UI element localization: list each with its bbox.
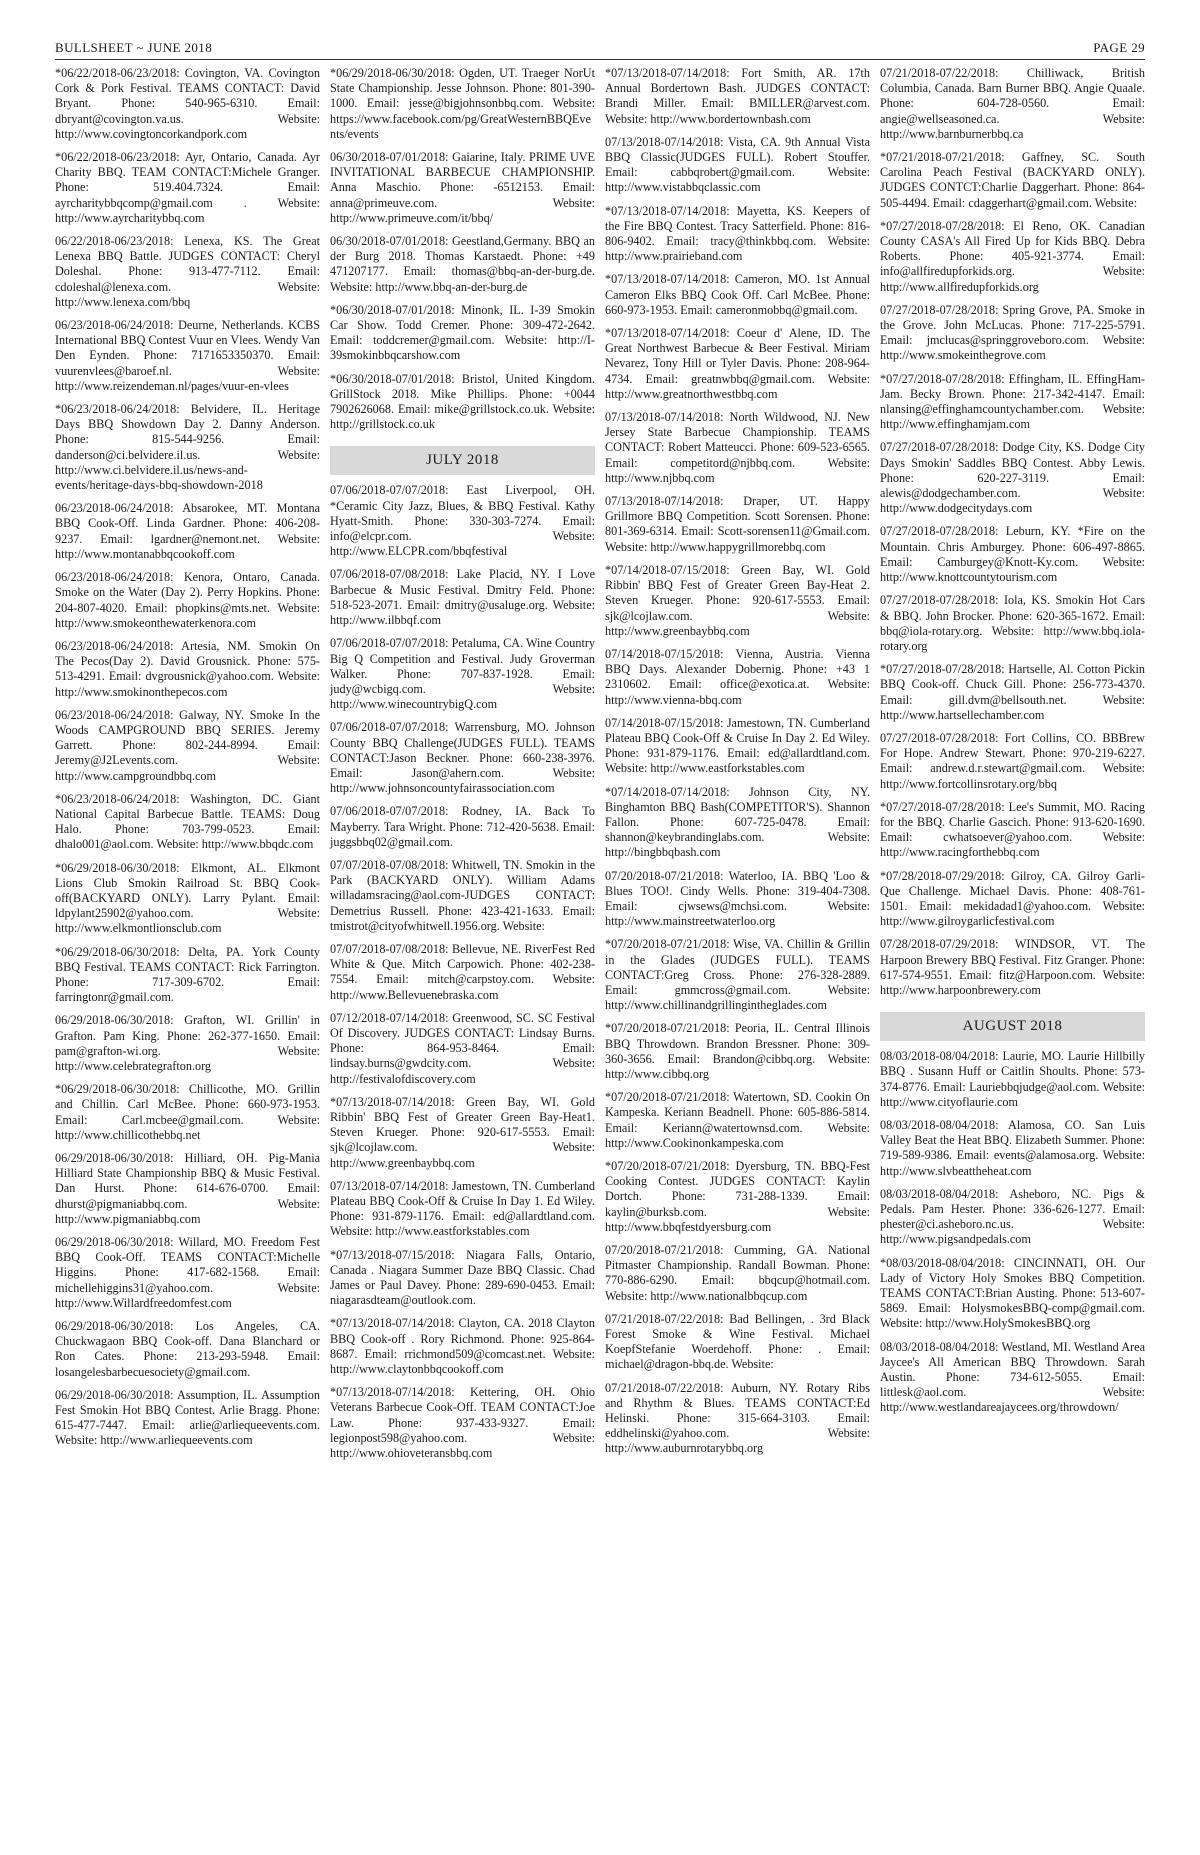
- event-listing: *06/29/2018-06/30/2018: Chillicothe, MO. Grillin and Chillin. Carl McBee. Phone: 660-973-1953. Email: Carl.mcbee@gmail.com. Website: http://www.chillicothebbq.net: [55, 1082, 320, 1142]
- event-listing: 06/23/2018-06/24/2018: Artesia, NM. Smokin On The Pecos(Day 2). David Grousnick. Phone: 575-513-4291. Email: dvgrousnick@yahoo.com. Website: http://www.smokinonthepecos.com: [55, 638, 320, 699]
- event-listing: *07/13/2018-07/14/2018: Clayton, CA. 2018 Clayton BBQ Cook-off . Rory Richmond. Phone: 925-864-8687. Email: rrichmond509@comcast.net. Website: http://www.claytonbbqcookoff.com: [330, 1316, 595, 1377]
- event-listing: *07/28/2018-07/29/2018: Gilroy, CA. Gilroy Garli-Que Challenge. Michael Davis. Phone: 408-761-1501. Email: mekidadad1@yahoo.com. Website: http://www.gilroygarlicfestival.com: [880, 868, 1145, 929]
- event-listing: *07/13/2018-07/15/2018: Niagara Falls, Ontario, Canada . Niagara Summer Daze BBQ Classic. Chad James or Paul Davey. Phone: 289-690-0453. Email: niagarasdteam@outlook.com.: [330, 1247, 595, 1308]
- event-listing: 06/23/2018-06/24/2018: Deurne, Netherlands. KCBS International BBQ Contest Vuur en Vlees. Wendy Van Den Eynden. Phone: 7171653350370. Email: vuurenvlees@baroef.nl. Website: http://www.reizendeman.nl/pages/vuur-en-vlees: [55, 318, 320, 393]
- event-listing: *06/29/2018-06/30/2018: Delta, PA. York County BBQ Festival. TEAMS CONTACT: Rick Farrington. Phone: 717-309-6702. Email: farringtonr@gmail.com.: [55, 944, 320, 1005]
- event-listing: 07/14/2018-07/15/2018: Jamestown, TN. Cumberland Plateau BBQ Cook-Off & Cruise In Day 2. Ed Wiley. Phone: 931-879-1176. Email: ed@allardtland.com. Website: http://www.eastforkstables.com: [605, 715, 870, 776]
- event-listing: *06/22/2018-06/23/2018: Ayr, Ontario, Canada. Ayr Charity BBQ. TEAM CONTACT:Michele Granger. Phone: 519.404.7324. Email: ayrcharitybbqcomp@gmail.com . Website: http://www.ayrcharitybbq.com: [55, 150, 320, 225]
- event-listing: 06/29/2018-06/30/2018: Los Angeles, CA. Chuckwagaon BBQ Cook-off. Dana Blanchard or Ron Cates. Phone: 213-293-5948. Email: losangelesbarbecuesociety@gmail.com.: [55, 1319, 320, 1379]
- month-heading: AUGUST 2018: [880, 1012, 1145, 1041]
- column-3: [605, 66, 870, 1469]
- event-listing: 06/29/2018-06/30/2018: Assumption, IL. Assumption Fest Smokin Hot BBQ Contest. Arlie Bragg. Phone: 615-477-7447. Email: arlie@arliequeevents.com. Website: http://www.arliequeevents.com: [55, 1387, 320, 1448]
- event-listing: 07/07/2018-07/08/2018: Bellevue, NE. RiverFest Red White & Que. Mitch Carpowich. Phone: 402-238-7554. Email: mitch@carpstoy.com. Website: http://www.Bellevuenebraska.com: [330, 941, 595, 1002]
- month-heading: JULY 2018: [330, 446, 595, 475]
- event-listing: 06/23/2018-06/24/2018: Kenora, Ontaro, Canada. Smoke on the Water (Day 2). Perry Hopkins. Phone: 204-807-4020. Email: phopkins@mts.net. Website: http://www.smokeonthewaterkenora.com: [55, 570, 320, 630]
- event-listing: 07/06/2018-07/07/2018: East Liverpool, OH. *Ceramic City Jazz, Blues, & BBQ Festival. Kathy Hyatt-Smith. Phone: 330-303-7274. Email: info@elcpr.com. Website: http://www.ELCPR.com/bbqfestival: [330, 483, 595, 559]
- event-listing: *07/13/2018-07/14/2018: Green Bay, WI. Gold Ribbin' BBQ Fest of Greater Green Bay-Heat1. Steven Krueger. Phone: 920-617-5553. Email: sjk@lcojlaw.com. Website: http://www.greenbaybbq.com: [330, 1094, 595, 1170]
- event-listing: 07/12/2018-07/14/2018: Greenwood, SC. SC Festival Of Discovery. JUDGES CONTACT: Lindsay Burns. Phone: 864-953-8464. Email: lindsay.burns@gwdcity.com. Website: http://festivalofdiscovery.com: [330, 1010, 595, 1086]
- event-listing: 07/28/2018-07/29/2018: WINDSOR, VT. The Harpoon Brewery BBQ Festival. Fitz Granger. Phone: 617-574-9551. Email: fitz@Harpoon.com. Website: http://www.harpoonbrewery.com: [880, 937, 1145, 997]
- event-listing: 06/30/2018-07/01/2018: Geestland,Germany. BBQ an der Burg 2018. Thomas Karstaedt. Phone: +49 471207177. Email: thomas@bbq-an-der-burg.de. Website: http://www.bbq-an-der-burg.de: [330, 234, 595, 294]
- event-listing: *07/14/2018-07/14/2018: Johnson City, NY. Binghamton BBQ Bash(COMPETITOR'S). Shannon Fallon. Phone: 607-725-0478. Email: shannon@keybrandinglabs.com. Website: http://bingbbqbash.com: [605, 784, 870, 860]
- event-listing: *07/20/2018-07/21/2018: Peoria, IL. Central Illinois BBQ Throwdown. Brandon Bressner. Phone: 309-360-3656. Email: Brandon@cibbq.org. Website: http://www.cibbq.org: [605, 1021, 870, 1081]
- event-listing: 07/27/2018-07/28/2018: Iola, KS. Smokin Hot Cars & BBQ. John Brocker. Phone: 620-365-1672. Email: bbq@iola-rotary.org. Website: http://www.bbq.iola-rotary.org: [880, 593, 1145, 653]
- event-listing: 07/06/2018-07/07/2018: Rodney, IA. Back To Mayberry. Tara Wright. Phone: 712-420-5638. Email: juggsbbq02@gmail.com.: [330, 804, 595, 849]
- event-listing: 07/13/2018-07/14/2018: North Wildwood, NJ. New Jersey State Barbecue Championship. TEAMS CONTACT: Robert Matteucci. Phone: 609-523-6565. Email: competitord@njbbq.com. Website: http://www.njbbq.com: [605, 410, 870, 485]
- event-listing: *07/13/2018-07/14/2018: Mayetta, KS. Keepers of the Fire BBQ Contest. Tracy Satterfield. Phone: 816-806-9402. Email: tracy@thinkbbq.com. Website: http://www.prairieband.com: [605, 203, 870, 264]
- event-listing: 07/21/2018-07/22/2018: Chilliwack, British Columbia, Canada. Barn Burner BBQ. Angie Quaale. Phone: 604-728-0560. Email: angie@wellseasoned.ca. Website: http://www.barnburnerbbq.ca: [880, 66, 1145, 141]
- event-listing: *07/27/2018-07/28/2018: Lee's Summit, MO. Racing for the BBQ. Charlie Gascich. Phone: 913-620-1690. Email: cwhatsoever@yahoo.com. Website: http://www.racingforthebbq.com: [880, 799, 1145, 860]
- event-listing: *07/21/2018-07/21/2018: Gaffney, SC. South Carolina Peach Festival (BACKYARD ONLY). JUDGES CONTCT:Charlie Daggerhart. Phone: 864-505-4494. Email: cdaggerhart@gmail.com. Website:: [880, 150, 1145, 210]
- event-listing: *06/29/2018-06/30/2018: Ogden, UT. Traeger NorUt State Championship. Jesse Johnson. Phone: 801-390-1000. Email: jesse@bigjohnsonbbq.com. Website: https://www.facebook.com/pg/GreatWesternBBQEvents/events: [330, 66, 595, 141]
- event-listing: 08/03/2018-08/04/2018: Laurie, MO. Laurie Hillbilly BBQ . Susann Huff or Caitlin Shoults. Phone: 573-374-8776. Email: Lauriebbqjudge@aol.com. Website: http://www.cityoflaurie.com: [880, 1049, 1145, 1109]
- event-listing: 07/13/2018-07/14/2018: Jamestown, TN. Cumberland Plateau BBQ Cook-Off & Cruise In Day 1. Ed Wiley. Phone: 931-879-1176. Email: ed@allardtland.com. Website: http://www.eastforkstables.com: [330, 1178, 595, 1239]
- event-listing: *06/22/2018-06/23/2018: Covington, VA. Covington Cork & Pork Festival. TEAMS CONTACT: David Bryant. Phone: 540-965-6310. Email: dbryant@covington.va.us. Website: http://www.covingtoncorkandpork.com: [55, 66, 320, 141]
- event-listing: 08/03/2018-08/04/2018: Asheboro, NC. Pigs & Pedals. Pam Hester. Phone: 336-626-1277. Email: phester@ci.asheboro.nc.us. Website: http://www.pigsandpedals.com: [880, 1186, 1145, 1247]
- event-listing: *07/13/2018-07/14/2018: Cameron, MO. 1st Annual Cameron Elks BBQ Cook Off. Carl McBee. Phone: 660-973-1953. Email: cameronmobbq@gmail.com.: [605, 272, 870, 317]
- event-listing: 07/27/2018-07/28/2018: Spring Grove, PA. Smoke in the Grove. John McLucas. Phone: 717-225-5791. Email: jmclucas@springgroveboro.com. Website: http://www.smokeinthegrove.com: [880, 302, 1145, 363]
- event-listing: 07/13/2018-07/14/2018: Draper, UT. Happy Grillmore BBQ Competition. Scott Sorensen. Phone: 801-369-6314. Email: Scott-sorensen11@Gmail.com. Website: http://www.happygrillmorebbq.com: [605, 494, 870, 554]
- event-listing: 07/06/2018-07/07/2018: Petaluma, CA. Wine Country Big Q Competition and Festival. Judy Groverman Walker. Phone: 707-837-1928. Email: judy@wcbigq.com. Website: http://www.winecountrybigQ.com: [330, 636, 595, 712]
- event-listing: *07/13/2018-07/14/2018: Kettering, OH. Ohio Veterans Barbecue Cook-Off. TEAM CONTACT:Joe Law. Phone: 937-433-9327. Email: legionpost598@yahoo.com. Website: http://www.ohioveteransbbq.com: [330, 1385, 595, 1461]
- event-listing: *07/20/2018-07/21/2018: Wise, VA. Chillin & Grillin in the Glades (JUDGES FULL). TEAMS CONTACT:Greg Cross. Phone: 276-328-2889. Email: gmmcross@gmail.com. Website: http://www.chillinandgrillingintheglades.com: [605, 937, 870, 1013]
- event-listing: 07/06/2018-07/07/2018: Warrensburg, MO. Johnson County BBQ Challenge(JUDGES FULL). TEAMS CONTACT:Jason Beckner. Phone: 660-238-3976. Email: Jason@ahern.com. Website: http://www.johnsoncountyfairassociation.com: [330, 720, 595, 796]
- event-listing: *06/30/2018-07/01/2018: Bristol, United Kingdom. GrillStock 2018. Mike Phillips. Phone: +0044 7902626068. Email: mike@grillstock.co.uk. Website: http://grillstock.co.uk: [330, 371, 595, 432]
- event-listing: 07/27/2018-07/28/2018: Fort Collins, CO. BBBrew For Hope. Andrew Stewart. Phone: 970-219-6227. Email: andrew.d.r.stewart@gmail.com. Website: http://www.fortcollinsrotary.org/bbq: [880, 730, 1145, 791]
- event-listing: 07/27/2018-07/28/2018: Leburn, KY. *Fire on the Mountain. Chris Amburgey. Phone: 606-497-8865. Email: Camburgey@Knott-Ky.com. Website: http://www.knottcountytourism.com: [880, 524, 1145, 585]
- event-listing: 07/20/2018-07/21/2018: Waterloo, IA. BBQ 'Loo & Blues TOO!. Cindy Wells. Phone: 319-404-7308. Email: cjwsews@mchsi.com. Website: http://www.mainstreetwaterloo.org: [605, 868, 870, 929]
- event-listing: *08/03/2018-08/04/2018: CINCINNATI, OH. Our Lady of Victory Holy Smokes BBQ Competition. TEAMS CONTACT:Brian Austing. Phone: 513-607-5869. Email: HolysmokesBBQ-comp@gmail.com. Website: http://www.HolySmokesBBQ.org: [880, 1255, 1145, 1331]
- event-listing: *07/13/2018-07/14/2018: Coeur d' Alene, ID. The Great Northwest Barbecue & Beer Festival. Miriam Nevarez, Tony Hill or Tyler Davis. Phone: 208-964-4734. Email: greatnwbbq@gmail.com. Website: http://www.greatnorthwestbbq.com: [605, 326, 870, 401]
- running-head: [55, 32, 1145, 60]
- event-listing: 06/22/2018-06/23/2018: Lenexa, KS. The Great Lenexa BBQ Battle. JUDGES CONTACT: Cheryl Doleshal. Phone: 913-477-7112. Email: cdoleshal@lenexa.com. Website: http://www.lenexa.com/bbq: [55, 234, 320, 309]
- event-listing: 07/20/2018-07/21/2018: Cumming, GA. National Pitmaster Championship. Randall Bowman. Phone: 770-886-6290. Email: bbqcup@hotmail.com. Website: http://www.nationalbbqcup.com: [605, 1243, 870, 1303]
- column-2: [330, 66, 595, 1469]
- event-listing: 07/07/2018-07/08/2018: Whitwell, TN. Smokin in the Park (BACKYARD ONLY). William Adams willadamsracing@aol.com-JUDGES CONTACT: Demetrius Russell. Phone: 423-421-1633. Email: tmistrot@cityofwhitwell.1956.org. Website:: [330, 857, 595, 933]
- event-listing: 06/23/2018-06/24/2018: Galway, NY. Smoke In the Woods CAMPGROUND BBQ SERIES. Jeremy Garrett. Phone: 802-244-8994. Email: Jeremy@J2Levents.com. Website: http://www.campgroundbbq.com: [55, 707, 320, 783]
- event-listing: *07/14/2018-07/15/2018: Green Bay, WI. Gold Ribbin' BBQ Fest of Greater Green Bay-Heat 2. Steven Krueger. Phone: 920-617-5553. Email: sjk@lcojlaw.com. Website: http://www.greenbaybbq.com: [605, 562, 870, 638]
- publication-title: BULLSHEET ~ JUNE 2018: [55, 40, 213, 55]
- event-listing: *07/13/2018-07/14/2018: Fort Smith, AR. 17th Annual Bordertown Bash. JUDGES CONTACT: Brandi Miller. Email: BMILLER@arvest.com. Website: http://www.bordertownbash.com: [605, 66, 870, 126]
- event-listing: 06/30/2018-07/01/2018: Gaiarine, Italy. PRIME UVE INVITATIONAL BARBECUE CHAMPIONSHIP. Anna Maschio. Phone: -6512153. Email: anna@primeuve.com. Website: http://www.primeuve.com/it/bbq/: [330, 150, 595, 225]
- event-listing: *06/23/2018-06/24/2018: Belvidere, IL. Heritage Days BBQ Showdown Day 2. Danny Anderson. Phone: 815-544-9256. Email: danderson@ci.belvidere.il.us. Website: http://www.ci.belvidere.il.us/news-and-events/heritage-days-bbq-showdown-2018: [55, 402, 320, 493]
- event-listing: *07/27/2018-07/28/2018: El Reno, OK. Canadian County CASA's All Fired Up for Kids BBQ. Debra Roberts. Phone: 405-921-3774. Email: info@allfiredupforkids.org. Website: http://www.allfiredupforkids.org: [880, 218, 1145, 294]
- column-1: [55, 66, 320, 1469]
- event-listing: *06/23/2018-06/24/2018: Washington, DC. Giant National Capital Barbecue Battle. TEAMS: Doug Halo. Phone: 703-799-0523. Email: dhalo001@aol.com. Website: http://www.bbqdc.com: [55, 791, 320, 852]
- event-listing: 06/23/2018-06/24/2018: Absarokee, MT. Montana BBQ Cook-Off. Linda Gardner. Phone: 406-208-9237. Email: lgardner@nemont.net. Website: http://www.montanabbqcookoff.com: [55, 501, 320, 561]
- event-listing: *06/29/2018-06/30/2018: Elkmont, AL. Elkmont Lions Club Smokin Railroad St. BBQ Cook-off(BACKYARD ONLY). Larry Pylant. Email: ldpylant25902@yahoo.com. Website: http://www.elkmontlionsclub.com: [55, 860, 320, 936]
- event-listing: *07/20/2018-07/21/2018: Watertown, SD. Cookin On Kampeska. Keriann Beadnell. Phone: 605-886-5814. Email: Keriann@watertownsd.com. Website: http://www.Cookinonkampeska.com: [605, 1090, 870, 1150]
- page-number: PAGE 29: [1093, 40, 1145, 55]
- event-listing: *07/27/2018-07/28/2018: Effingham, IL. EffingHam-Jam. Becky Brown. Phone: 217-342-4147. Email: nlansing@effinghamcountychamber.com. Website: http://www.effinghamjam.com: [880, 371, 1145, 432]
- event-listing-columns: [55, 66, 1145, 1469]
- event-listing: 07/06/2018-07/08/2018: Lake Placid, NY. I Love Barbecue & Music Festival. Dmitry Feld. Phone: 518-523-2071. Email: dmitry@usaluge.org. Website: http://www.ilbbqf.com: [330, 567, 595, 628]
- event-listing: 06/29/2018-06/30/2018: Grafton, WI. Grillin' in Grafton. Pam King. Phone: 262-377-1650. Email: pam@grafton-wi.org. Website: http://www.celebrategrafton.org: [55, 1013, 320, 1073]
- event-listing: 06/29/2018-06/30/2018: Willard, MO. Freedom Fest BBQ Cook-Off. TEAMS CONTACT:Michelle Higgins. Phone: 417-682-1568. Email: michellehiggins31@yahoo.com. Website: http://www.Willardfreedomfest.com: [55, 1235, 320, 1310]
- event-listing: *07/20/2018-07/21/2018: Dyersburg, TN. BBQ-Fest Cooking Contest. JUDGES CONTACT: Kaylin Dortch. Phone: 731-288-1339. Email: kaylin@burksb.com. Website: http://www.bbqfestdyersburg.com: [605, 1159, 870, 1234]
- event-listing: 07/13/2018-07/14/2018: Vista, CA. 9th Annual Vista BBQ Classic(JUDGES FULL). Robert Stouffer. Email: cabbqrobert@gmail.com. Website: http://www.vistabbqclassic.com: [605, 134, 870, 195]
- event-listing: 07/21/2018-07/22/2018: Bad Bellingen, . 3rd Black Forest Smoke & Wine Festival. Michael KoepfStefanie Woerdehoff. Phone: . Email: michael@dragon-bbq.de. Website:: [605, 1311, 870, 1372]
- event-listing: 06/29/2018-06/30/2018: Hilliard, OH. Pig-Mania Hilliard State Championship BBQ & Music Festival. Dan Hurst. Phone: 614-676-0700. Email: dhurst@pigmaniabbq.com. Website: http://www.pigmaniabbq.com: [55, 1151, 320, 1226]
- event-listing: 08/03/2018-08/04/2018: Alamosa, CO. San Luis Valley Beat the Heat BBQ. Elizabeth Summer. Phone: 719-589-9386. Email: events@alamosa.org. Website: http://www.slvbeattheheat.com: [880, 1117, 1145, 1178]
- event-listing: 07/27/2018-07/28/2018: Dodge City, KS. Dodge City Days Smokin' Saddles BBQ Contest. Abby Lewis. Phone: 620-227-3119. Email: alewis@dodgechamber.com. Website: http://www.dodgecitydays.com: [880, 440, 1145, 516]
- event-listing: *07/27/2018-07/28/2018: Hartselle, Al. Cotton Pickin BBQ Cook-off. Chuck Gill. Phone: 256-773-4370. Email: gill.dvm@bellsouth.net. Website: http://www.hartsellechamber.com: [880, 662, 1145, 722]
- event-listing: 07/14/2018-07/15/2018: Vienna, Austria. Vienna BBQ Days. Alexander Dobernig. Phone: +43 1 2310602. Email: office@exotica.at. Website: http://www.vienna-bbq.com: [605, 646, 870, 707]
- event-listing: 07/21/2018-07/22/2018: Auburn, NY. Rotary Ribs and Rhythm & Blues. TEAMS CONTACT:Ed Helinski. Phone: 315-664-3103. Email: eddhelinski@yahoo.com. Website: http://www.auburnrotarybbq.org: [605, 1380, 870, 1456]
- event-listing: 08/03/2018-08/04/2018: Westland, MI. Westland Area Jaycee's All American BBQ Throwdown. Sarah Austin. Phone: 734-612-5055. Email: littlesk@aol.com. Website: http://www.westlandareajaycees.org/throwdown/: [880, 1339, 1145, 1415]
- column-4: [880, 66, 1145, 1469]
- event-listing: *06/30/2018-07/01/2018: Minonk, IL. I-39 Smokin Car Show. Todd Cremer. Phone: 309-472-2642. Email: toddcremer@gmail.com. Website: http://I-39smokinbbqcarshow.com: [330, 302, 595, 363]
